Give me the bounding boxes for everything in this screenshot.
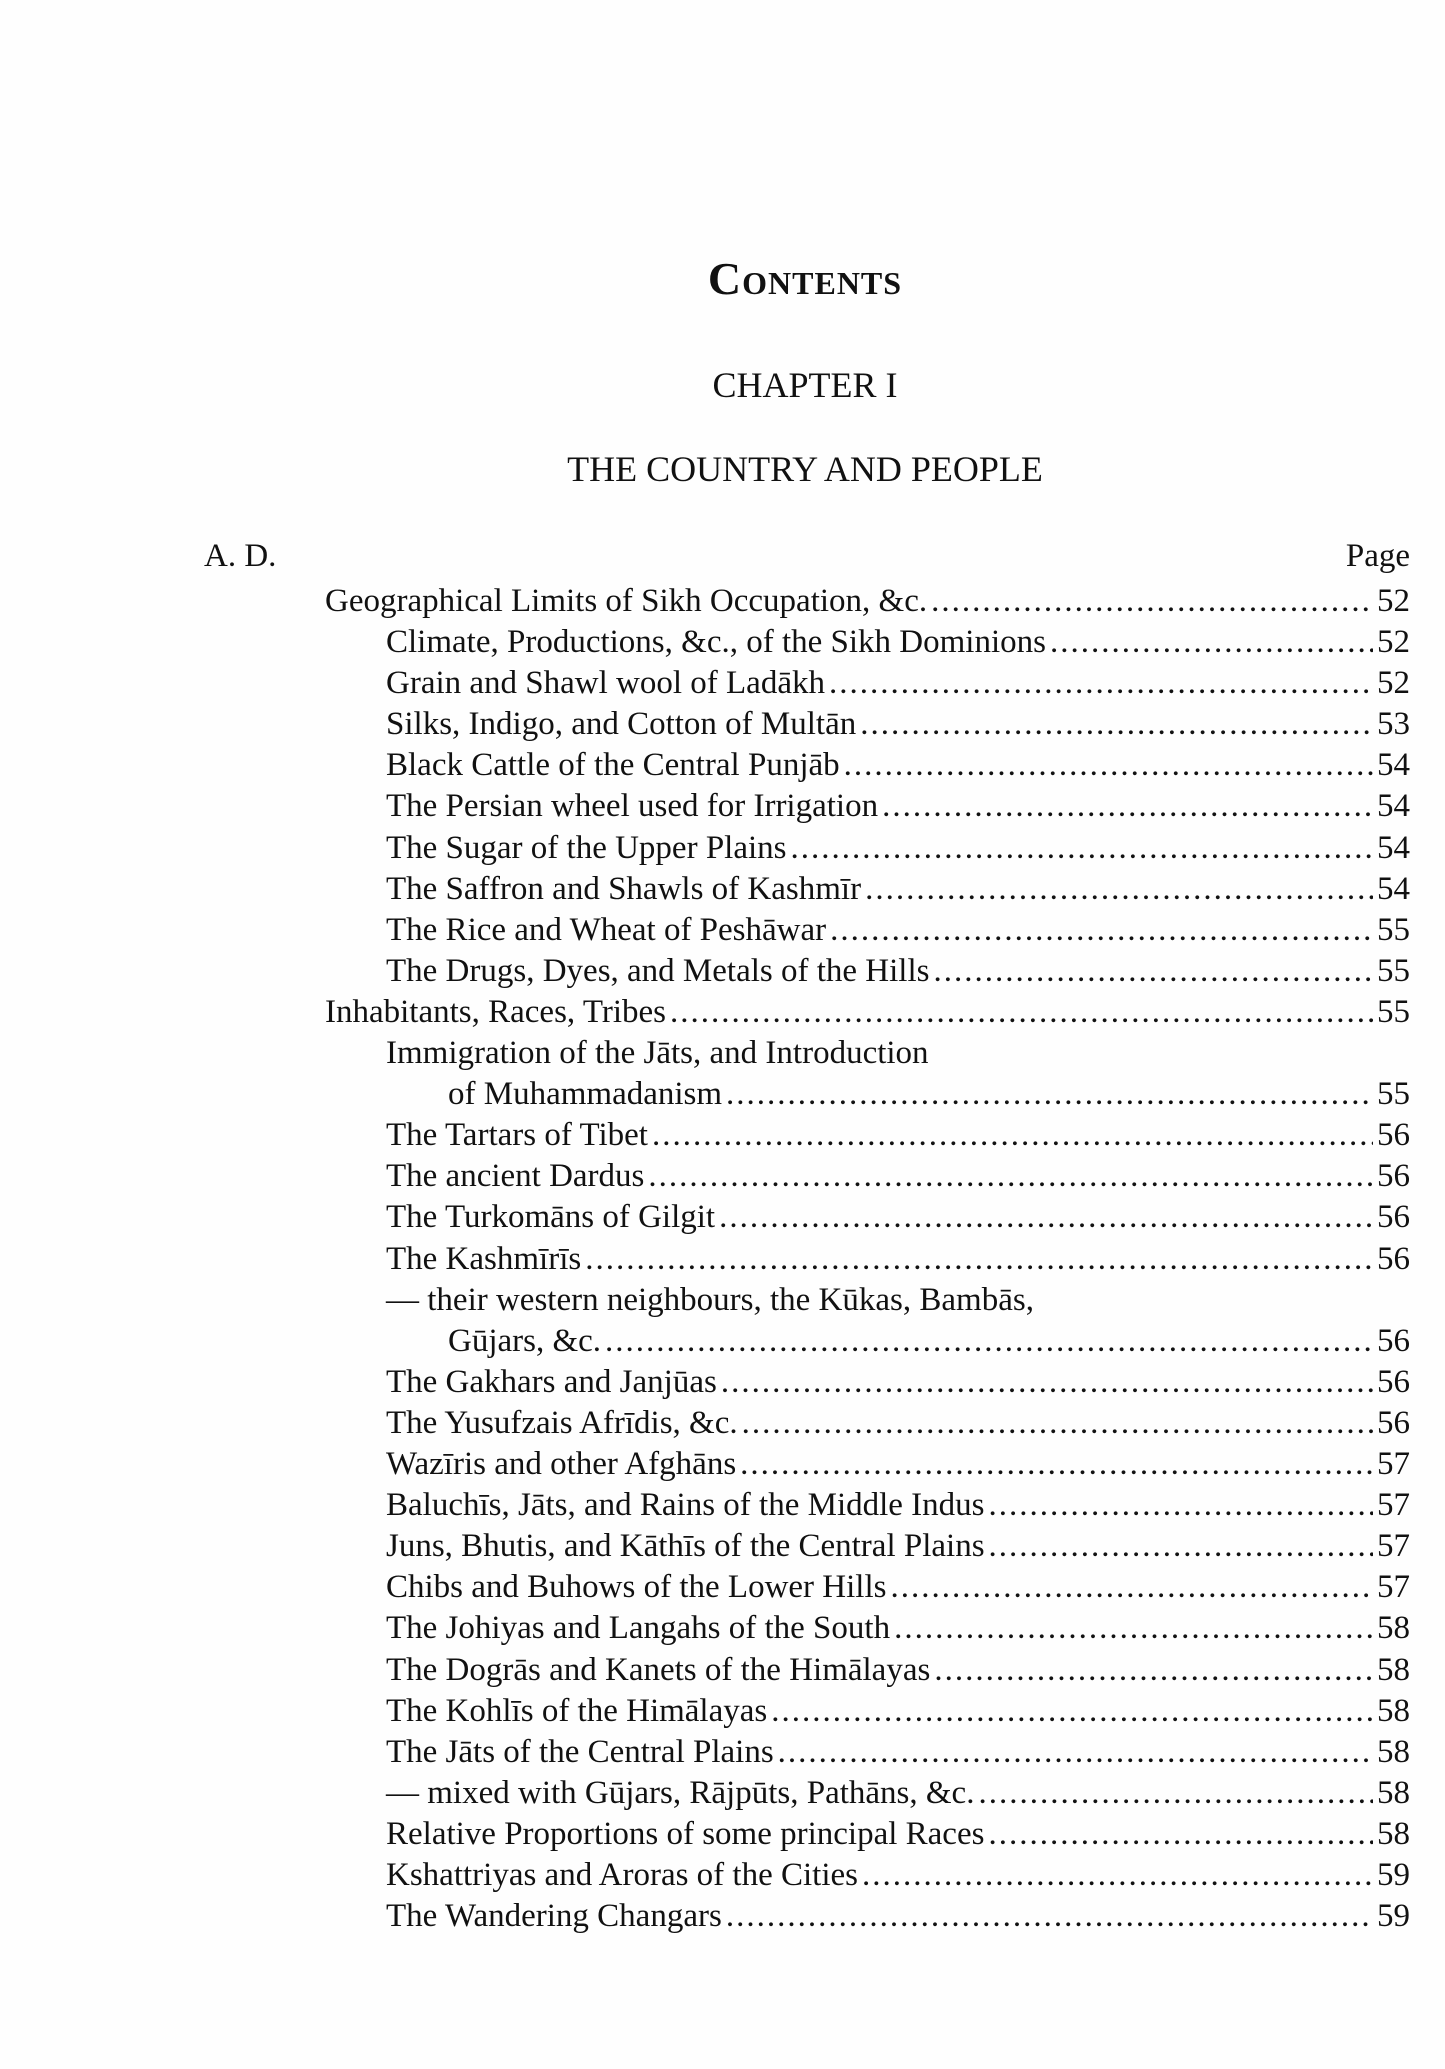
toc-entry [386, 1608, 1410, 1648]
toc-entry-page: 58 [1377, 1816, 1410, 1852]
toc-entry-page: 52 [1377, 665, 1410, 701]
toc-entry-label: Relative Proportions of some principal Races [386, 1816, 985, 1852]
toc-entry-label: Juns, Bhutis, and Kāthīs of the Central Plains [386, 1528, 985, 1564]
toc-entry-label: Kshattriyas and Aroras of the Cities [386, 1857, 858, 1893]
toc-entry-label: Silks, Indigo, and Cotton of Multān [386, 706, 857, 742]
toc-entry-label: The Kashmīrīs [386, 1241, 582, 1277]
toc-entry-label: The Drugs, Dyes, and Metals of the Hills [386, 953, 930, 989]
toc-entry [386, 745, 1410, 785]
toc-entry-label: Wazīris and other Afghāns [386, 1446, 737, 1482]
page-column-header: Page [1345, 538, 1410, 574]
dot-leader [719, 1197, 1373, 1237]
toc-entry-page: 54 [1377, 871, 1410, 907]
dot-leader [934, 951, 1374, 991]
toc-entry-label: The Gakhars and Janjūas [386, 1364, 717, 1400]
toc-entry [386, 1444, 1410, 1484]
toc-entry [386, 910, 1410, 950]
toc-entry-label: The Tartars of Tibet [386, 1117, 648, 1153]
dot-leader [882, 786, 1373, 826]
toc-entry-page: 58 [1377, 1610, 1410, 1646]
toc-entry [386, 869, 1410, 909]
toc-entry-page: 58 [1377, 1652, 1410, 1688]
toc-entry-page: 54 [1377, 747, 1410, 783]
toc-entry-label: The Rice and Wheat of Peshāwar [386, 912, 827, 948]
toc-entry-label: The Saffron and Shawls of Kashmīr [386, 871, 862, 907]
dot-leader [721, 1362, 1373, 1402]
toc-entry [386, 663, 1410, 703]
dot-leader [726, 1074, 1373, 1114]
toc-entry-page: 56 [1377, 1405, 1410, 1441]
toc-entry-label: The Dogrās and Kanets of the Himālayas [386, 1652, 931, 1688]
toc-entry-page: 57 [1377, 1446, 1410, 1482]
toc-entry-page: 55 [1377, 1076, 1410, 1112]
toc-entry-label: The ancient Dardus [386, 1158, 645, 1194]
toc-entry [386, 1485, 1410, 1525]
toc-entry-page: 55 [1377, 953, 1410, 989]
toc-entry-page: 54 [1377, 830, 1410, 866]
dot-leader [978, 1773, 1373, 1813]
toc-entry-page: 56 [1377, 1199, 1410, 1235]
toc-entry-label: Inhabitants, Races, Tribes [325, 994, 666, 1030]
toc-entry-page: 56 [1377, 1323, 1410, 1359]
toc-entry-label: The Johiyas and Langahs of the South [386, 1610, 891, 1646]
toc-entry [386, 622, 1410, 662]
toc-entry [386, 1732, 1410, 1772]
toc-entry-label: The Sugar of the Upper Plains [386, 830, 787, 866]
page-title: Contents [707, 253, 903, 304]
dot-leader [605, 1321, 1373, 1361]
toc-entry [448, 1074, 1410, 1114]
toc-entry-page: 59 [1377, 1857, 1410, 1893]
chapter-number: CHAPTER I [712, 365, 898, 405]
toc-entry-page: 55 [1377, 994, 1410, 1030]
toc-entry [386, 1855, 1410, 1895]
dot-leader [726, 1896, 1373, 1936]
dot-leader [778, 1732, 1373, 1772]
toc-entry [386, 1239, 1410, 1279]
dot-leader [844, 745, 1373, 785]
toc-entry-label: of Muhammadanism [448, 1076, 723, 1112]
toc-entry [386, 1197, 1410, 1237]
dot-leader [830, 910, 1373, 950]
toc-entry-page: 57 [1377, 1569, 1410, 1605]
toc-entry [386, 1896, 1410, 1936]
toc-entry [386, 828, 1410, 868]
toc-entry [325, 581, 1410, 621]
toc-entry-label: Immigration of the Jāts, and Introduction [386, 1035, 929, 1071]
toc-entry-label: Climate, Productions, &c., of the Sikh Dominions [386, 624, 1046, 660]
dot-leader [890, 1567, 1373, 1607]
dot-leader [931, 581, 1373, 621]
toc-entry-label: Geographical Limits of Sikh Occupation, &c. [325, 583, 928, 619]
toc-entry-page: 55 [1377, 912, 1410, 948]
dot-leader [894, 1608, 1373, 1648]
toc-entry-label: Grain and Shawl wool of Ladākh [386, 665, 825, 701]
toc-entry [386, 1773, 1410, 1813]
toc-entry-page: 57 [1377, 1487, 1410, 1523]
toc-entry-label: The Turkomāns of Gilgit [386, 1199, 716, 1235]
toc-entry-page: 58 [1377, 1775, 1410, 1811]
dot-leader [585, 1239, 1373, 1279]
toc-entry-page: 56 [1377, 1364, 1410, 1400]
toc-entry-page: 58 [1377, 1693, 1410, 1729]
toc-entry-page: 56 [1377, 1117, 1410, 1153]
toc-entry-page: 59 [1377, 1898, 1410, 1934]
dot-leader [740, 1444, 1373, 1484]
toc-entry [325, 992, 1410, 1032]
dot-leader [865, 869, 1373, 909]
toc-entry-label: Black Cattle of the Central Punjāb [386, 747, 840, 783]
ad-column-header: A. D. [204, 538, 277, 574]
dot-leader [934, 1650, 1373, 1690]
toc-entry-label: Gūjars, &c. [448, 1323, 602, 1359]
toc-entry [386, 951, 1410, 991]
toc-entry [386, 1526, 1410, 1566]
toc-entry [386, 1115, 1410, 1155]
chapter-title: THE COUNTRY AND PEOPLE [567, 449, 1043, 489]
dot-leader [771, 1691, 1373, 1731]
toc-entry [386, 1156, 1410, 1196]
toc-entry-label: The Kohlīs of the Himālayas [386, 1693, 768, 1729]
dot-leader [791, 828, 1374, 868]
toc-entry-label: The Wandering Changars [386, 1898, 722, 1934]
toc-entry [386, 1403, 1410, 1443]
dot-leader [742, 1403, 1373, 1443]
toc-entry-label: The Jāts of the Central Plains [386, 1734, 774, 1770]
toc-entry-page: 52 [1377, 624, 1410, 660]
toc-entry-page: 54 [1377, 788, 1410, 824]
toc-entry [386, 1691, 1410, 1731]
toc-entry-page: 56 [1377, 1241, 1410, 1277]
toc-entry [448, 1321, 1410, 1361]
dot-leader [648, 1156, 1373, 1196]
toc-entry-label: The Yusufzais Afrīdis, &c. [386, 1405, 738, 1441]
toc-entry-page: 57 [1377, 1528, 1410, 1564]
toc-entry [386, 786, 1410, 826]
toc-entry [386, 704, 1410, 744]
dot-leader [988, 1814, 1373, 1854]
toc-entry [386, 1814, 1410, 1854]
toc-entry-label: The Persian wheel used for Irrigation [386, 788, 879, 824]
toc-entry-page: 56 [1377, 1158, 1410, 1194]
dot-leader [1050, 622, 1373, 662]
toc-entry-label: Chibs and Buhows of the Lower Hills [386, 1569, 887, 1605]
dot-leader [989, 1526, 1373, 1566]
toc-entry [386, 1567, 1410, 1607]
toc-entry-label: — mixed with Gūjars, Rājpūts, Pathāns, &c. [386, 1775, 975, 1811]
dot-leader [829, 663, 1373, 703]
toc-entry-label: — their western neighbours, the Kūkas, Bambās, [386, 1282, 1034, 1318]
dot-leader [862, 1855, 1373, 1895]
dot-leader [989, 1485, 1373, 1525]
dot-leader [670, 992, 1373, 1032]
dot-leader [652, 1115, 1373, 1155]
dot-leader [860, 704, 1373, 744]
toc-entry-page: 58 [1377, 1734, 1410, 1770]
toc-entry-page: 53 [1377, 706, 1410, 742]
toc-entry-page: 52 [1377, 583, 1410, 619]
toc-entry-label: Baluchīs, Jāts, and Rains of the Middle Indus [386, 1487, 985, 1523]
toc-entry [386, 1650, 1410, 1690]
toc-entry [386, 1362, 1410, 1402]
